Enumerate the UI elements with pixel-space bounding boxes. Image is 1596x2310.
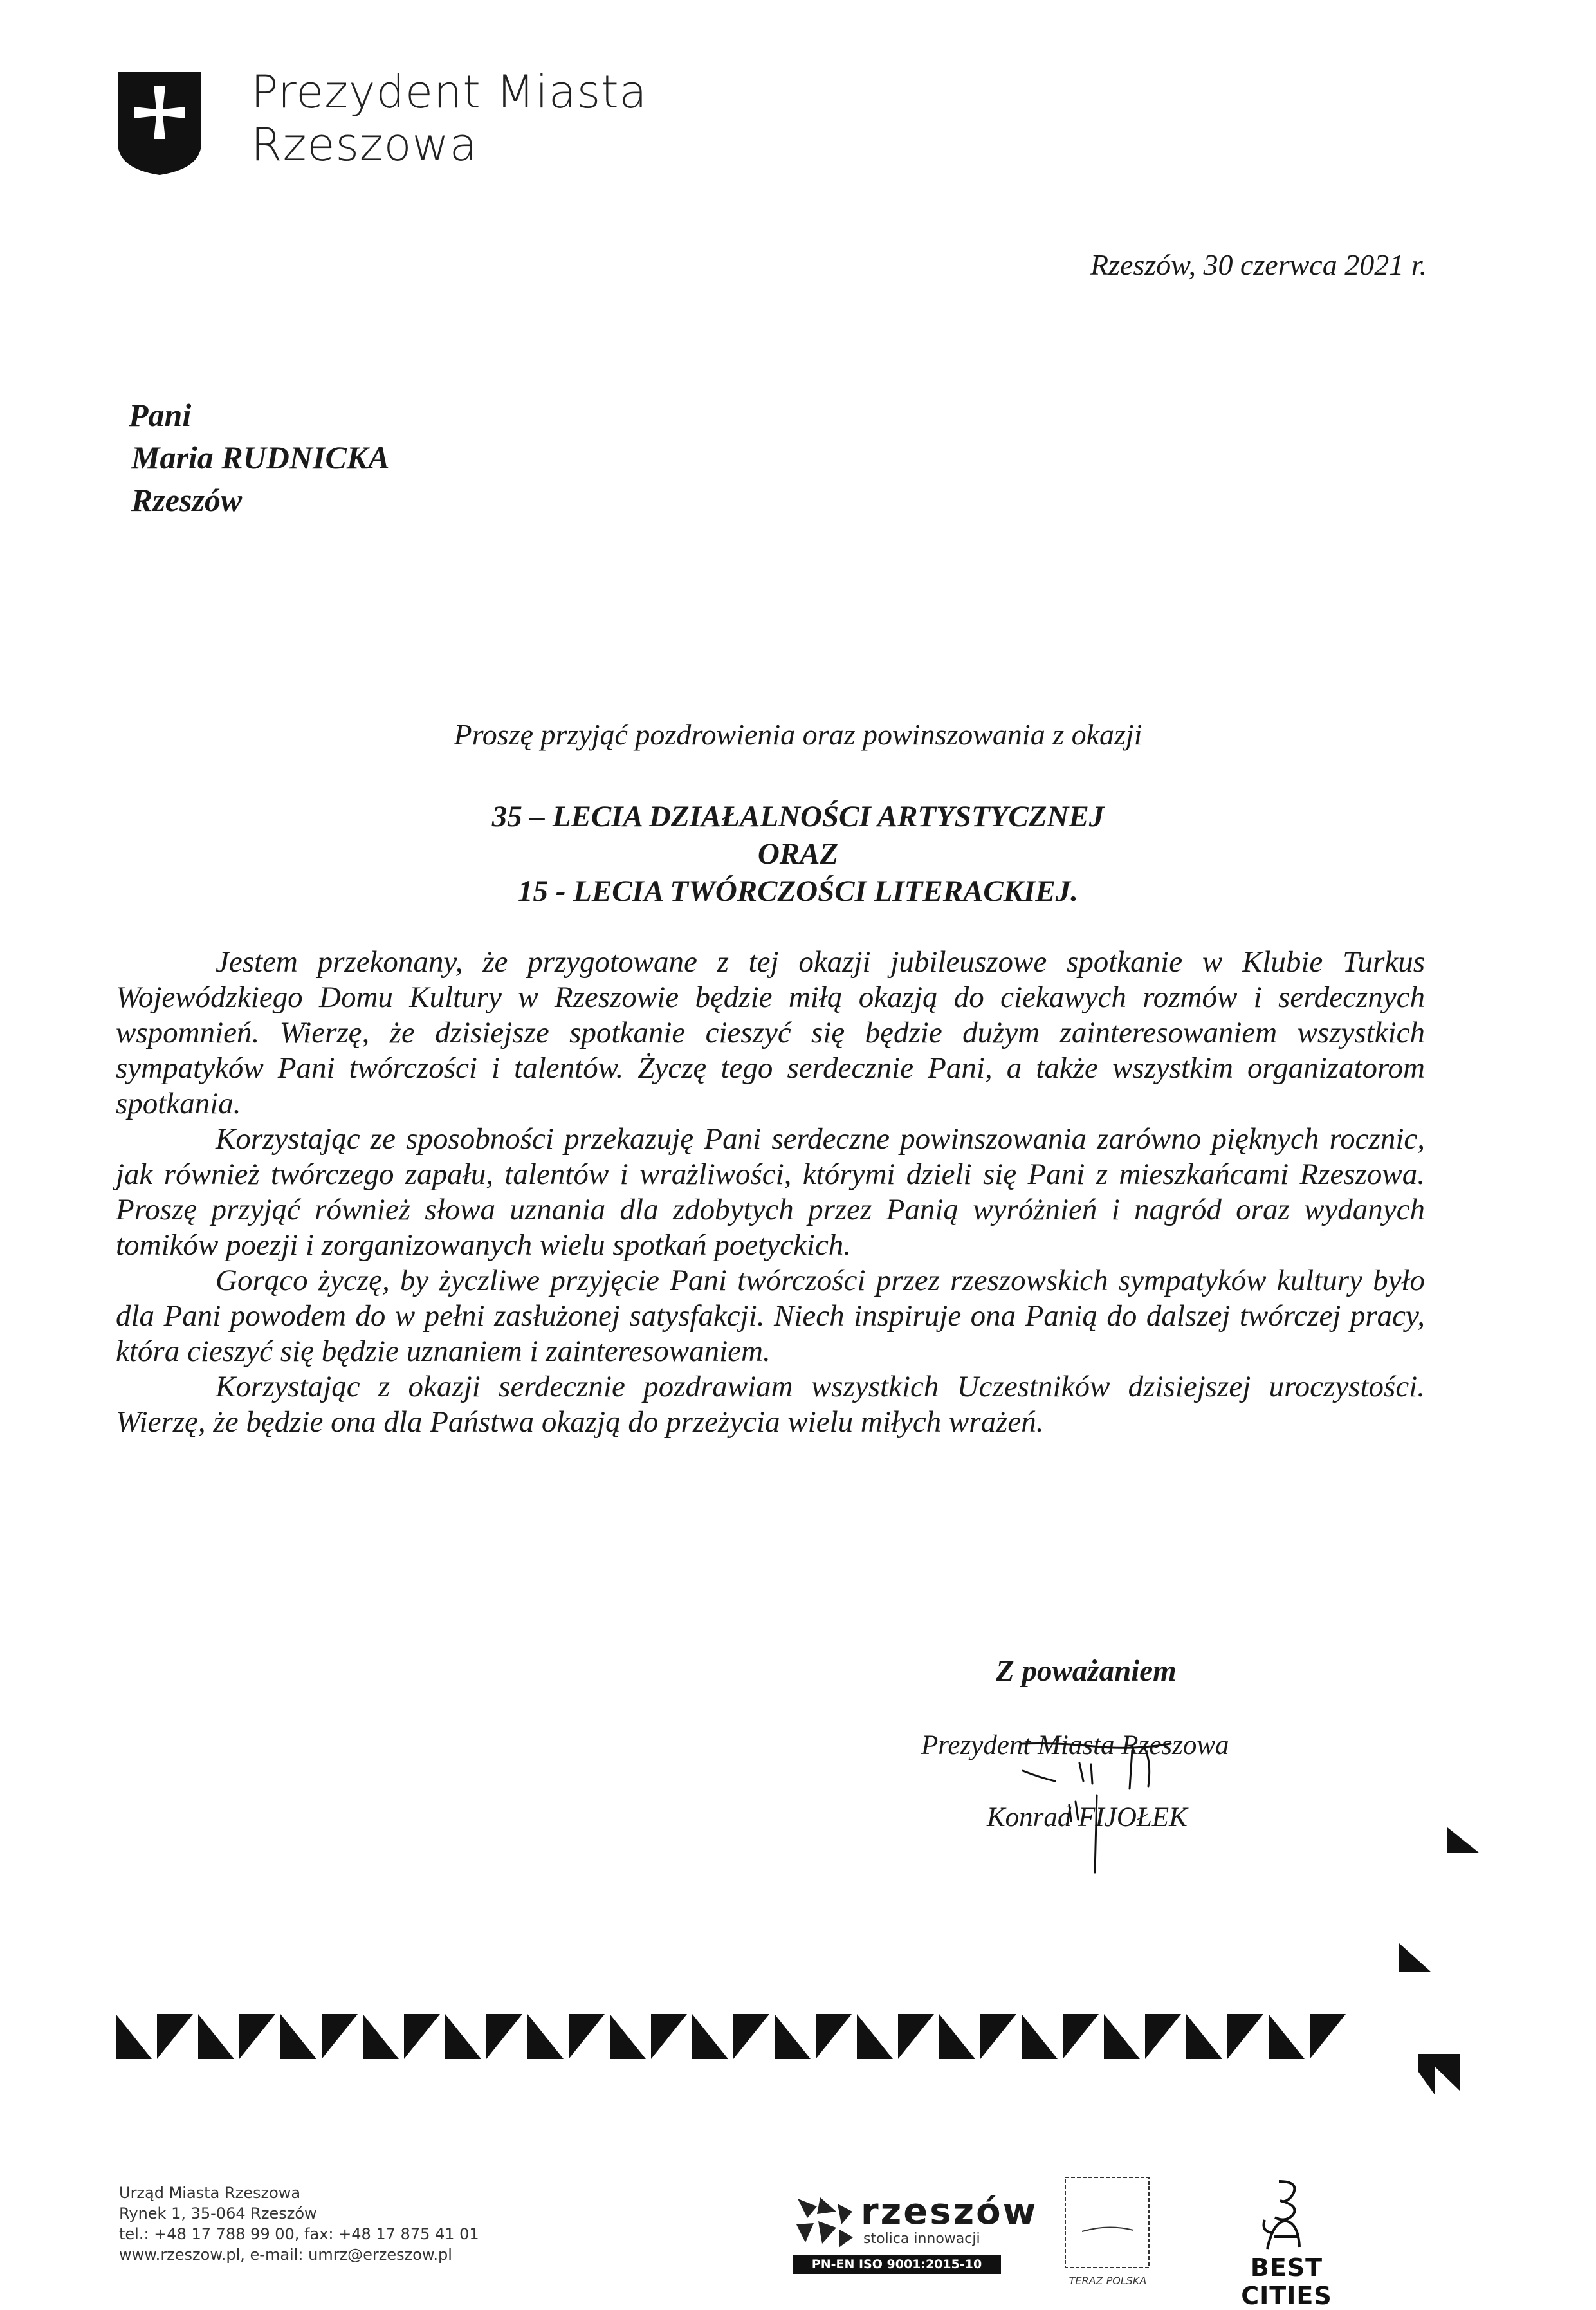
closing-phrase: Z poważaniem [996, 1654, 1177, 1688]
best-cities-label: BEST CITIES [1241, 2253, 1332, 2310]
band-triangle [445, 2014, 481, 2059]
band-triangle [157, 2014, 193, 2059]
footer-phone: tel.: +48 17 788 99 00, fax: +48 17 875 41 01 [119, 2225, 479, 2243]
footer-address [119, 2183, 479, 2265]
recipient-block [129, 394, 390, 521]
band-triangle [363, 2014, 399, 2059]
band-triangle [1269, 2014, 1305, 2059]
band-triangle [775, 2014, 811, 2059]
band-triangle [980, 2014, 1016, 2059]
occasion-heading [0, 798, 1596, 910]
footer-street: Rynek 1, 35-064 Rzeszów [119, 2204, 317, 2222]
cross-shield-icon [118, 72, 201, 175]
band-triangle [1022, 2014, 1058, 2059]
band-triangle [651, 2014, 687, 2059]
handwritten-signature [926, 1724, 1235, 1885]
band-triangle [322, 2014, 358, 2059]
band-triangle [816, 2014, 852, 2059]
body-paragraph-1: Jestem przekonany, że przygotowane z tej okazji jubileuszowe spotkanie w Klubie Turkus Wojewódzkiego Domu Kultury w Rzeszowie będzie miłą okazją do ciekawych rozmów i serdecznych wspomnień. Wierzę, że dzisiejsze spotkanie cieszyć się będzie dużym zainteresowaniem wszystkich sympatyków Pani twórczości i talentów. Życzę tego serdecznie Pani, a także wszystkim organizatorom spotkania. [116, 945, 1425, 1120]
band-triangle [1145, 2014, 1181, 2059]
body-paragraph-4: Korzystając z okazji serdecznie pozdrawiam wszystkich Uczestników dzisiejszej uroczystości. Wierzę, że będzie ona dla Państwa okazją do przeżycia wielu miłych wrażeń. [116, 1370, 1425, 1439]
occasion-line2: ORAZ [757, 837, 839, 871]
recipient-salutation: Pani [129, 397, 192, 433]
band-triangle [939, 2014, 975, 2059]
band-triangle [733, 2014, 769, 2059]
band-triangle [280, 2014, 316, 2059]
band-triangle [404, 2014, 440, 2059]
band-triangle [857, 2014, 893, 2059]
band-triangle [569, 2014, 605, 2059]
band-triangle [1310, 2014, 1346, 2059]
signatory-name: Konrad FIJOŁEK [987, 1802, 1188, 1833]
header-title-line1: Prezydent Miasta [251, 66, 648, 118]
body-paragraph-3: Gorąco życzę, by życzliwe przyjęcie Pani twórczości przez rzeszowskich sympatyków kultury było dla Pani powodem do w pełni zasłużonej satysfakcji. Niech inspiruje ona Panią do dalszej twórczej pracy, która cieszyć się będzie uznaniem i zainteresowaniem. [116, 1264, 1425, 1368]
band-triangle [1104, 2014, 1140, 2059]
band-triangle [527, 2014, 564, 2059]
footer-office: Urząd Miasta Rzeszowa [119, 2184, 301, 2202]
band-triangle [198, 2014, 234, 2059]
band-triangle [898, 2014, 934, 2059]
occasion-line1: 35 – LECIA DZIAŁALNOŚCI ARTYSTYCZNEJ [491, 800, 1105, 833]
decorative-triangle-band [103, 1956, 1415, 2117]
iso-certification-badge: PN-EN ISO 9001:2015-10 [793, 2255, 1001, 2274]
intro-line: Proszę przyjąć pozdrowienia oraz powinszowania z okazji [454, 718, 1142, 751]
band-triangle [486, 2014, 522, 2059]
band-triangle [1227, 2014, 1263, 2059]
page-header-title [251, 66, 648, 171]
occasion-line3: 15 - LECIA TWÓRCZOŚCI LITERACKIEJ. [517, 874, 1078, 908]
band-triangle [1186, 2014, 1222, 2059]
band-triangle [1063, 2014, 1099, 2059]
rzeszow-logo-tagline: stolica innowacji [863, 2231, 980, 2247]
header-title-line2: Rzeszowa [251, 118, 478, 171]
band-triangle [116, 2014, 152, 2059]
recipient-city: Rzeszów [131, 482, 243, 518]
rzeszow-emblem-icon [791, 2192, 856, 2250]
teraz-polska-emblem [1063, 2174, 1153, 2289]
recipient-name: Maria RUDNICKA [131, 439, 390, 476]
letter-date: Rzeszów, 30 czerwca 2021 r. [1090, 248, 1427, 281]
band-triangle [239, 2014, 275, 2059]
best-cities-logo [1203, 2175, 1370, 2310]
signatory-title: Prezydent Miasta Rzeszowa [921, 1730, 1229, 1760]
rzeszow-logo-word: rzeszów [861, 2191, 1038, 2233]
band-triangle [692, 2014, 728, 2059]
footer-web: www.rzeszow.pl, e-mail: umrz@erzeszow.pl [119, 2246, 452, 2264]
body-paragraph-2: Korzystając ze sposobności przekazuję Pani serdeczne powinszowania zarówno pięknych rocznic, jak również twórczego zapału, talentów i wrażliwości, którymi dzieli się Pani z mieszkańcami Rzeszowa. Proszę przyjąć również słowa uznania dla zdobytych przez Panią wyróżnień i nagród oraz wydanych tomików poezji i zorganizowanych wielu spotkań poetyckich. [116, 1122, 1425, 1262]
teraz-polska-label: TERAZ POLSKA [1069, 2275, 1147, 2287]
letter-body [116, 945, 1425, 1440]
band-triangle [610, 2014, 646, 2059]
best-cities-monogram-icon [1203, 2175, 1370, 2252]
